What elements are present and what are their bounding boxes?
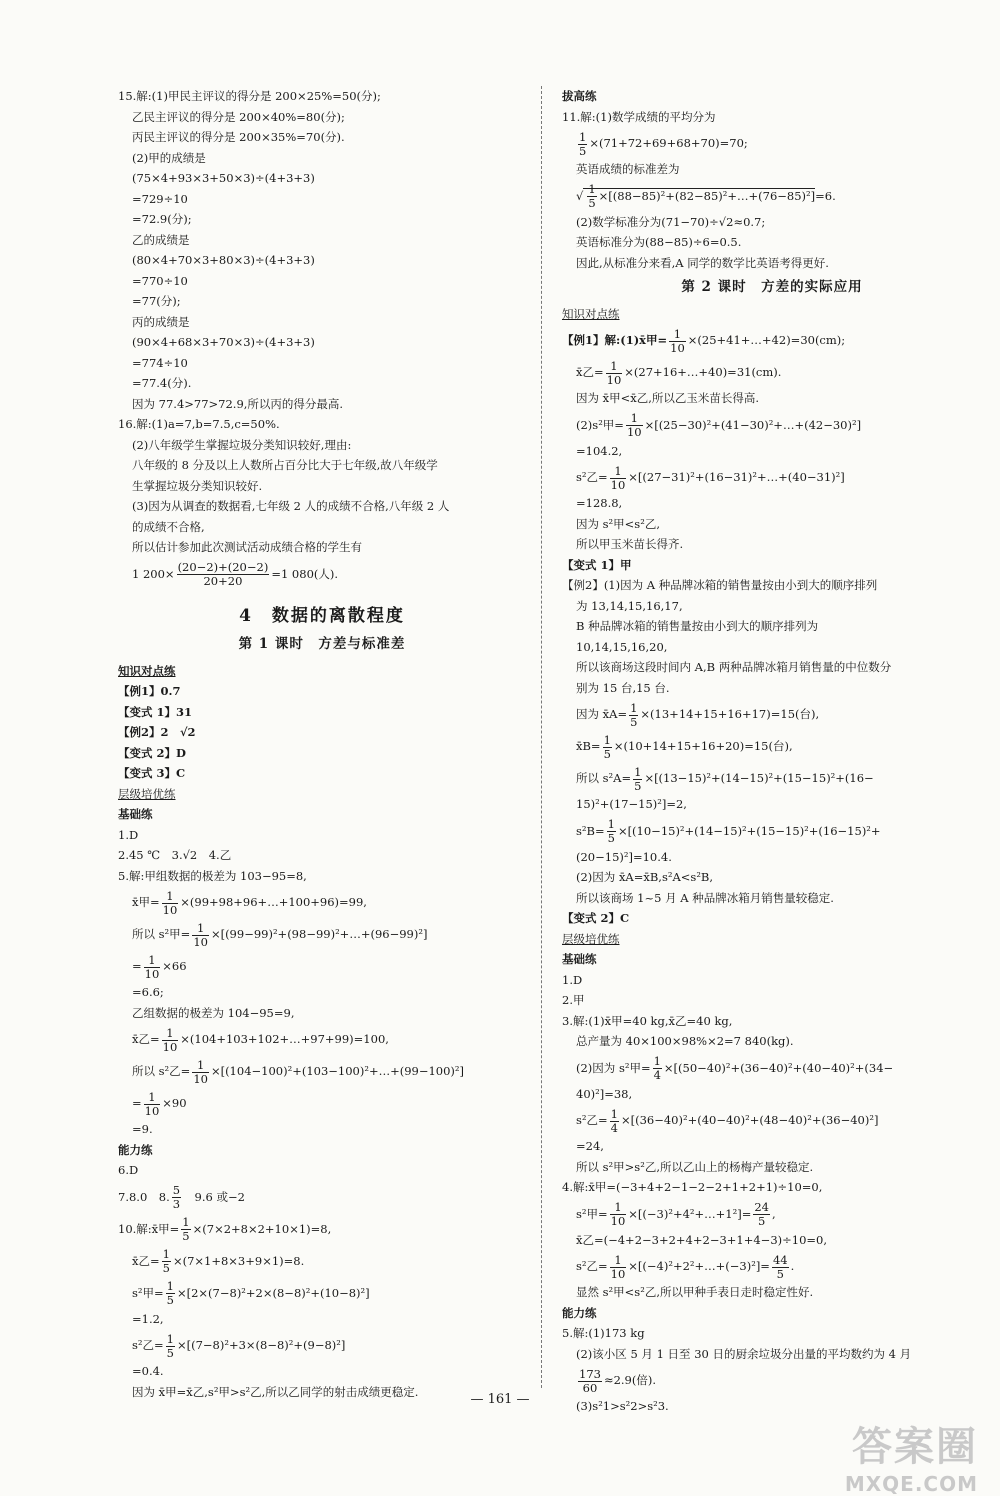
fraction-denominator: 5 bbox=[758, 1214, 766, 1228]
text-line: (20−15)²]=10.4. bbox=[576, 849, 672, 864]
formula-line bbox=[118, 918, 526, 950]
text-line: 2.45 ℃ 3.√2 4.乙 bbox=[118, 848, 232, 862]
text-line: 5.解:甲组数据的极差为 103−95=8, bbox=[118, 868, 307, 883]
text-line: 乙的成绩是 bbox=[132, 232, 190, 247]
formula-text: 所以 s²A= bbox=[576, 771, 632, 785]
fraction-denominator: 5 bbox=[603, 746, 611, 761]
text-line: 5.解:(1)173 kg bbox=[562, 1326, 645, 1340]
formula-line bbox=[118, 1329, 526, 1361]
formula-text: ×[(104−100)²+(103−100)²+…+(99−100)²] bbox=[210, 1064, 465, 1078]
text-line: 【例2】2 √2 bbox=[118, 725, 196, 739]
text-line: 因为 x̄甲<x̄乙,所以乙玉米苗长得高. bbox=[576, 391, 760, 405]
text-line: 乙组数据的极差为 104−95=9, bbox=[132, 1005, 295, 1020]
formula-text: x̄乙= bbox=[132, 1253, 160, 1268]
fraction-numerator: 1 bbox=[634, 764, 642, 779]
formula-text: =1 080(人). bbox=[271, 566, 339, 581]
fraction-denominator: 10 bbox=[193, 934, 208, 949]
text-line: (3)因为从调查的数据看,七年级 2 人的成绩不合格,八年级 2 人 bbox=[132, 499, 450, 513]
fraction bbox=[626, 412, 643, 439]
formula-line bbox=[562, 1198, 982, 1230]
text-line: 【例1】0.7 bbox=[118, 684, 181, 698]
formula-text: ×[(99−99)²+(98−99)²+…+(96−99)²] bbox=[210, 927, 428, 941]
fraction bbox=[610, 465, 627, 492]
watermark-url: MXQE.COM bbox=[844, 1472, 978, 1496]
formula-line bbox=[562, 698, 982, 730]
text-line: 【变式 1】31 bbox=[118, 704, 193, 719]
text-line: 【例2】(1)因为 A 种品牌冰箱的销售量按由小到大的顺序排列 bbox=[562, 578, 878, 592]
formula-text: ×(99+98+96+…+100+96)=99, bbox=[180, 895, 367, 909]
text-line: 11.解:(1)数学成绩的平均分为 bbox=[562, 109, 716, 124]
formula-line bbox=[562, 356, 982, 388]
fraction bbox=[610, 1254, 627, 1281]
fraction-denominator: 10 bbox=[610, 1266, 626, 1281]
formula-text: 所以 s²甲= bbox=[132, 927, 191, 941]
fraction-numerator: 24 bbox=[754, 1200, 769, 1214]
fraction-numerator: 1 bbox=[162, 1247, 170, 1261]
formula-text: ×[(25−30)²+(41−30)²+…+(42−30)²] bbox=[644, 417, 862, 432]
fraction-numerator: 1 bbox=[603, 732, 611, 747]
text-line: =1.2, bbox=[132, 1311, 164, 1326]
formula-line bbox=[562, 461, 982, 493]
formula-text: s²B= bbox=[576, 823, 605, 838]
text-line: 15)²+(17−15)²]=2, bbox=[576, 797, 687, 811]
sqrt-body bbox=[583, 182, 816, 210]
formula-text: ×90 bbox=[162, 1096, 187, 1110]
fraction bbox=[610, 1201, 627, 1228]
text-line: 4.解:x̄甲=(−3+4+2−1−2−2+1+2+1)÷10=0, bbox=[562, 1180, 823, 1194]
fraction-denominator: 5 bbox=[182, 1229, 190, 1243]
formula-line bbox=[562, 1104, 982, 1136]
fraction-numerator: 1 bbox=[669, 328, 686, 342]
formula-text: ×[(−4)²+2²+…+(−3)²]= bbox=[628, 1259, 770, 1273]
fraction bbox=[181, 1216, 190, 1243]
fraction bbox=[603, 734, 612, 761]
formula-line bbox=[562, 127, 982, 159]
fraction-denominator: 3 bbox=[172, 1197, 181, 1211]
fraction bbox=[166, 1333, 175, 1360]
fraction-denominator: 5 bbox=[166, 1293, 174, 1307]
subsection-label: 层级培优练 bbox=[118, 786, 176, 801]
watermark-title: 答案圈 bbox=[852, 1424, 978, 1470]
fraction-denominator: 10 bbox=[606, 372, 622, 387]
formula-text: = bbox=[132, 1096, 142, 1110]
text-line: 总产量为 40×100×98%×2=7 840(kg). bbox=[576, 1034, 794, 1048]
column-divider bbox=[541, 86, 542, 1388]
formula-line bbox=[118, 1087, 526, 1119]
fraction-denominator: 5 bbox=[588, 196, 596, 210]
formula-text: ×(13+14+15+16+17)=15(台), bbox=[640, 707, 820, 721]
formula-text: ×[2×(7−8)²+2×(8−8)²+(10−8)²] bbox=[176, 1285, 370, 1300]
fraction-denominator: 10 bbox=[162, 902, 178, 917]
fraction-numerator: 1 bbox=[162, 1027, 179, 1041]
formula-line bbox=[562, 730, 982, 762]
lesson-title: 第 2 课时 方差的实际应用 bbox=[681, 279, 863, 295]
fraction bbox=[772, 1254, 789, 1281]
text-line: =0.4. bbox=[132, 1364, 164, 1378]
section-title: 4 数据的离散程度 bbox=[239, 605, 405, 626]
fraction-denominator: 10 bbox=[610, 1214, 626, 1228]
formula-text: , bbox=[771, 1206, 776, 1221]
formula-text: ×[(7−8)²+3×(8−8)²+(9−8)²] bbox=[176, 1338, 346, 1352]
formula-text: ×(10+14+15+16+20)=15(台), bbox=[613, 739, 793, 753]
text-line: 乙民主评议的得分是 200×40%=80(分); bbox=[132, 109, 345, 124]
fraction bbox=[606, 360, 623, 387]
fraction-denominator: 10 bbox=[144, 966, 160, 981]
formula-text: ×[(−3)²+4²+…+1²]= bbox=[628, 1206, 752, 1221]
formula-line bbox=[562, 1052, 982, 1084]
text-line: 1.D bbox=[562, 972, 583, 987]
formula-line bbox=[118, 1055, 526, 1087]
text-line: =77(分); bbox=[132, 294, 181, 308]
formula-text: ×[(13−15)²+(14−15)²+(15−15)²+(16− bbox=[644, 771, 874, 785]
text-line: 【变式 1】甲 bbox=[562, 557, 632, 572]
formula-text: 【例1】解:(1)x̄甲= bbox=[562, 333, 668, 347]
fraction-numerator: 1 bbox=[610, 1106, 618, 1121]
watermark bbox=[845, 1415, 978, 1496]
formula-line bbox=[562, 762, 982, 794]
subsection-label: 能力练 bbox=[118, 1142, 153, 1157]
text-line: (75×4+93×3+50×3)÷(4+3+3) bbox=[132, 171, 315, 185]
text-line: 所以估计参加此次测试活动成绩合格的学生有 bbox=[132, 540, 362, 554]
subsection-label: 知识对点练 bbox=[562, 306, 620, 321]
text-line: 10,14,15,16,20, bbox=[576, 639, 668, 654]
fraction-denominator: 10 bbox=[144, 1103, 160, 1118]
formula-text: (2)s²甲= bbox=[576, 417, 624, 432]
text-line: 40)²]=38, bbox=[576, 1086, 633, 1101]
text-line: 因为 s²甲<s²乙, bbox=[576, 516, 660, 531]
fraction-denominator: 60 bbox=[582, 1380, 598, 1395]
fraction bbox=[669, 328, 686, 355]
subsection-label: 层级培优练 bbox=[562, 931, 620, 946]
fraction bbox=[607, 818, 616, 845]
text-line: 因为 77.4>77>72.9,所以丙的得分最高. bbox=[132, 396, 344, 411]
formula-text: x̄乙= bbox=[132, 1032, 160, 1046]
formula-text: ×(7×2+8×2+10×1)=8, bbox=[192, 1221, 332, 1236]
fraction bbox=[192, 1059, 209, 1086]
fraction bbox=[587, 183, 596, 210]
text-line: 16.解:(1)a=7,b=7.5,c=50%. bbox=[118, 417, 280, 431]
text-line: =729÷10 bbox=[132, 191, 188, 206]
fraction-denominator: 10 bbox=[626, 425, 642, 439]
formula-text: s²乙= bbox=[576, 470, 608, 484]
fraction-denominator: 5 bbox=[634, 778, 642, 793]
formula-line bbox=[118, 950, 526, 982]
fraction-numerator: 1 bbox=[626, 412, 643, 426]
fraction-numerator: 1 bbox=[579, 129, 587, 144]
fraction-numerator: 1 bbox=[162, 890, 179, 904]
subsection-label: 能力练 bbox=[562, 1305, 597, 1320]
formula-text: 所以 s²乙= bbox=[132, 1064, 191, 1078]
fraction-numerator: 1 bbox=[630, 700, 638, 715]
fraction-numerator: 1 bbox=[192, 922, 209, 936]
text-line: 英语标准分为(88−85)÷6=0.5. bbox=[576, 235, 742, 249]
formula-line bbox=[562, 324, 982, 356]
text-line: 1.D bbox=[118, 827, 139, 842]
text-line: =770÷10 bbox=[132, 273, 188, 288]
fraction bbox=[172, 1184, 181, 1211]
formula-line bbox=[562, 815, 982, 847]
formula-text: . bbox=[790, 1259, 795, 1273]
fraction-numerator: 44 bbox=[772, 1252, 788, 1267]
fraction-denominator: 10 bbox=[162, 1039, 178, 1054]
text-line: 的成绩不合格, bbox=[132, 519, 205, 534]
formula-text: ×(25+41+…+42)=30(cm); bbox=[687, 333, 846, 347]
formula-text: 7.8.0 8. bbox=[118, 1189, 170, 1204]
text-line: (2)甲的成绩是 bbox=[132, 150, 206, 165]
subsection-label: 知识对点练 bbox=[118, 663, 176, 678]
fraction-denominator: 10 bbox=[610, 477, 626, 492]
formula-text: s²乙= bbox=[576, 1259, 608, 1273]
fraction bbox=[578, 1368, 602, 1395]
fraction-denominator: 4 bbox=[610, 1120, 618, 1135]
fraction bbox=[192, 922, 209, 949]
formula-text: ×(104+103+102+…+97+99)=100, bbox=[180, 1032, 389, 1046]
formula-line bbox=[118, 558, 526, 590]
text-line: 丙民主评议的得分是 200×35%=70(分). bbox=[132, 130, 345, 144]
fraction bbox=[629, 702, 638, 729]
text-line: (3)s²1>s²2>s²3. bbox=[576, 1399, 669, 1413]
formula-line bbox=[118, 1277, 526, 1309]
text-line: (2)因为 x̄A=x̄B,s²A<s²B, bbox=[576, 870, 714, 884]
text-line: 所以 s²甲>s²乙,所以乙山上的杨梅产量较稳定. bbox=[576, 1159, 814, 1174]
sqrt-icon: √ bbox=[576, 188, 584, 203]
fraction-denominator: 4 bbox=[653, 1068, 661, 1082]
text-line: 八年级的 8 分及以上人数所占百分比大于七年级,故八年级学 bbox=[132, 458, 438, 472]
formula-text: s²甲= bbox=[132, 1285, 164, 1300]
fraction-denominator: 10 bbox=[193, 1071, 208, 1086]
formula-line bbox=[118, 886, 526, 918]
text-line: 生掌握垃圾分类知识较好. bbox=[132, 478, 263, 493]
fraction-denominator: 5 bbox=[162, 1261, 170, 1275]
formula-text: ×[(36−40)²+(40−40)²+(48−40)²+(36−40)²] bbox=[620, 1113, 879, 1127]
text-line: (90×4+68×3+70×3)÷(4+3+3) bbox=[132, 335, 315, 349]
text-line: 因为 x̄甲=x̄乙,s²甲>s²乙,所以乙同学的射击成绩更稳定. bbox=[132, 1384, 419, 1399]
formula-line bbox=[562, 180, 982, 212]
formula-line bbox=[118, 1023, 526, 1055]
fraction-numerator: 5 bbox=[172, 1183, 181, 1197]
fraction bbox=[144, 1091, 161, 1118]
fraction-numerator: 1 bbox=[653, 1054, 661, 1068]
text-line: =104.2, bbox=[576, 443, 623, 458]
text-line: =9. bbox=[132, 1122, 153, 1136]
text-line: 15.解:(1)甲民主评议的得分是 200×25%=50(分); bbox=[118, 89, 381, 103]
subsection-label: 基础练 bbox=[562, 952, 597, 966]
fraction bbox=[166, 1280, 175, 1307]
page-number: — 161 — bbox=[470, 1392, 530, 1407]
formula-text: (2)因为 s²甲= bbox=[576, 1060, 651, 1075]
formula-text: ×[(10−15)²+(14−15)²+(15−15)²+(16−15)²+ bbox=[617, 823, 881, 838]
formula-text: ×[(50−40)²+(36−40)²+(40−40)²+(34− bbox=[663, 1060, 894, 1075]
fraction-numerator: 1 bbox=[610, 1201, 627, 1215]
text-line: 所以甲玉米苗长得齐. bbox=[576, 537, 684, 551]
fraction-numerator: 1 bbox=[607, 817, 615, 831]
text-line: 6.D bbox=[118, 1163, 139, 1177]
text-line: =6.6; bbox=[132, 985, 164, 999]
formula-text: ×[(27−31)²+(16−31)²+…+(40−31)²] bbox=[628, 470, 845, 484]
formula-line bbox=[118, 1245, 526, 1277]
text-line: (2)八年级学生掌握垃圾分类知识较好,理由: bbox=[132, 437, 352, 452]
fraction-numerator: 1 bbox=[144, 954, 161, 968]
formula-text: x̄甲= bbox=[132, 895, 160, 909]
fraction bbox=[162, 1027, 179, 1054]
fraction bbox=[144, 954, 161, 981]
text-line: 【变式 2】C bbox=[562, 911, 630, 925]
fraction bbox=[578, 131, 587, 158]
text-line: =774÷10 bbox=[132, 355, 188, 370]
formula-text: x̄B= bbox=[576, 739, 601, 753]
fraction-numerator: 1 bbox=[610, 1254, 627, 1268]
text-line: =24, bbox=[576, 1139, 604, 1153]
fraction-numerator: 1 bbox=[610, 465, 627, 479]
formula-line bbox=[118, 1181, 526, 1213]
formula-text: = bbox=[132, 959, 142, 973]
formula-text: s²乙= bbox=[132, 1338, 164, 1352]
formula-text: 因为 x̄A= bbox=[576, 707, 628, 721]
fraction-numerator: 1 bbox=[606, 360, 623, 374]
lesson-title: 第 1 课时 方差与标准差 bbox=[238, 636, 406, 652]
fraction bbox=[653, 1055, 662, 1082]
text-line: =72.9(分); bbox=[132, 212, 192, 226]
subsection-label: 拔高练 bbox=[562, 89, 597, 103]
fraction-denominator: 5 bbox=[776, 1266, 784, 1281]
formula-text: ≈2.9(倍). bbox=[603, 1373, 657, 1387]
text-line: (2)该小区 5 月 1 日至 30 日的厨余垃圾分出量的平均数约为 4 月 bbox=[576, 1346, 912, 1361]
text-line: 2.甲 bbox=[562, 993, 585, 1007]
text-line: B 种品牌冰箱的销售量按由小到大的顺序排列为 bbox=[576, 619, 819, 633]
fraction-denominator: 5 bbox=[579, 143, 587, 158]
formula-text: s²乙= bbox=[576, 1113, 608, 1127]
text-line: 丙的成绩是 bbox=[132, 314, 190, 329]
fraction-numerator: 1 bbox=[192, 1059, 209, 1073]
formula-line bbox=[118, 1213, 526, 1245]
fraction-numerator: 1 bbox=[166, 1331, 174, 1346]
fraction bbox=[162, 890, 179, 917]
formula-text: s²甲= bbox=[576, 1206, 608, 1221]
text-line: 因此,从标准分来看,A 同学的数学比英语考得更好. bbox=[576, 255, 829, 270]
right-column bbox=[562, 86, 982, 1417]
formula-text: =6. bbox=[815, 188, 836, 203]
fraction-numerator: (20−2)+(20−2) bbox=[177, 560, 269, 574]
text-line: (80×4+70×3+80×3)÷(4+3+3) bbox=[132, 253, 315, 267]
formula-text: x̄乙= bbox=[576, 365, 604, 379]
formula-line bbox=[562, 1250, 982, 1282]
fraction-numerator: 1 bbox=[588, 182, 596, 196]
fraction-denominator: 20+20 bbox=[203, 574, 243, 588]
text-line: =77.4(分). bbox=[132, 376, 192, 390]
text-line: (2)数学标准分为(71−70)÷√2≈0.7; bbox=[576, 214, 766, 229]
fraction bbox=[177, 561, 270, 588]
text-line: 3.解:(1)x̄甲=40 kg,x̄乙=40 kg, bbox=[562, 1013, 733, 1028]
fraction bbox=[633, 766, 642, 793]
formula-text: ×(27+16+…+40)=31(cm). bbox=[624, 365, 782, 379]
formula-text: 9.6 或−2 bbox=[183, 1189, 245, 1204]
text-line: 别为 15 台,15 台. bbox=[576, 680, 670, 695]
formula-text: ×(71+72+69+68+70)=70; bbox=[589, 136, 748, 150]
fraction-denominator: 5 bbox=[166, 1345, 174, 1360]
text-line: 【变式 3】C bbox=[118, 766, 186, 780]
text-line: 所以该商场这段时间内 A,B 两种品牌冰箱月销售量的中位数分 bbox=[576, 660, 892, 674]
left-column bbox=[118, 86, 526, 1402]
formula-line bbox=[562, 409, 982, 441]
fraction-denominator: 5 bbox=[607, 831, 615, 845]
text-line: =128.8, bbox=[576, 496, 623, 510]
text-line: 【变式 2】D bbox=[118, 745, 186, 760]
formula-text: 1 200× bbox=[132, 566, 175, 581]
fraction-numerator: 1 bbox=[144, 1091, 161, 1105]
fraction bbox=[753, 1201, 770, 1228]
formula-text: 10.解:x̄甲= bbox=[118, 1221, 180, 1236]
text-line: 显然 s²甲<s²乙,所以甲种手表日走时稳定性好. bbox=[576, 1285, 814, 1299]
fraction bbox=[162, 1248, 171, 1275]
formula-text: ×(7×1+8×3+9×1)=8. bbox=[172, 1253, 305, 1268]
fraction-numerator: 1 bbox=[166, 1279, 174, 1293]
text-line: 为 13,14,15,16,17, bbox=[576, 598, 683, 613]
formula-text: ×[(88−85)²+(82−85)²+…+(76−85)²] bbox=[598, 188, 816, 203]
text-line: 所以该商场 1~5 月 A 种品牌冰箱月销售量较稳定. bbox=[576, 890, 834, 905]
fraction-numerator: 173 bbox=[579, 1366, 601, 1381]
fraction bbox=[610, 1108, 619, 1135]
subsection-label: 基础练 bbox=[118, 807, 153, 821]
fraction-numerator: 1 bbox=[182, 1215, 190, 1229]
fraction-denominator: 5 bbox=[630, 714, 638, 729]
text-line: 英语成绩的标准差为 bbox=[576, 162, 680, 176]
text-line: x̄乙=(−4+2−3+2+4+2−3+1+4−3)÷10=0, bbox=[576, 1232, 827, 1247]
fraction-denominator: 10 bbox=[670, 340, 685, 355]
formula-text: ×66 bbox=[162, 959, 187, 973]
